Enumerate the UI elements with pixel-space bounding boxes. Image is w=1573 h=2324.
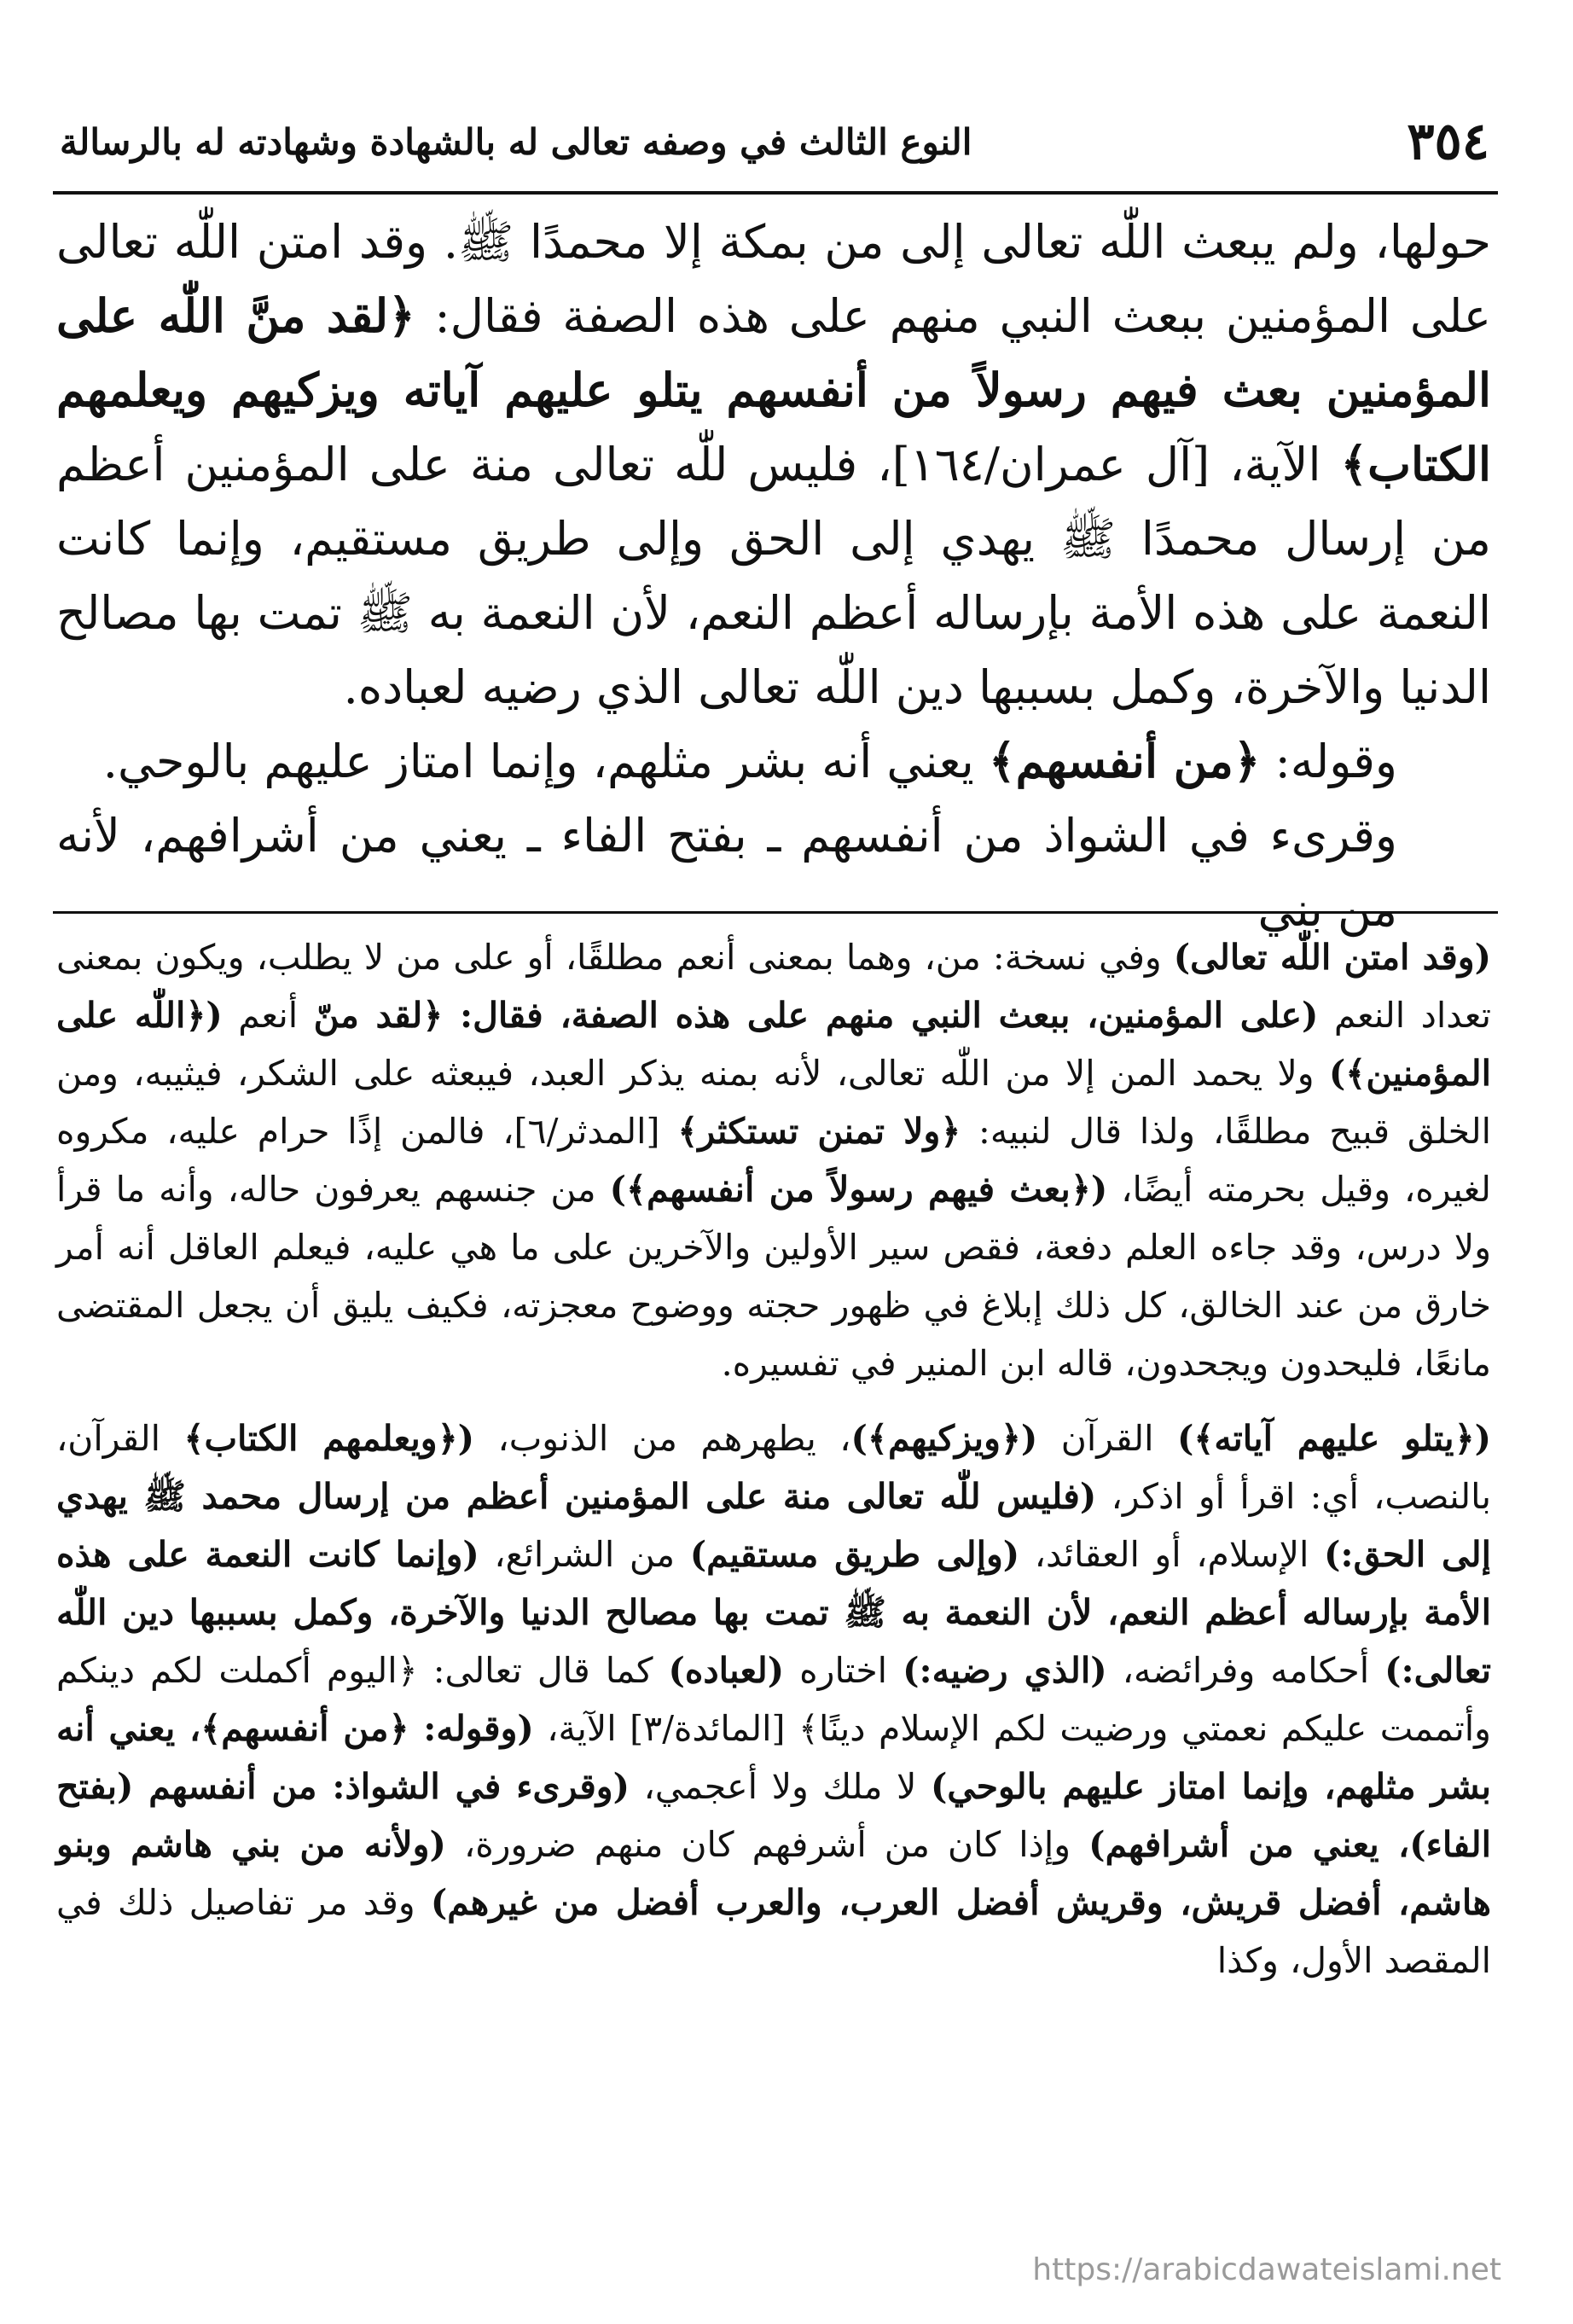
commentary-p1-d: أنعم [222, 995, 314, 1036]
commentary-p2-d: ، يطهرهم من الذنوب، [474, 1418, 851, 1459]
commentary-p1-g: ﴿ولا تمنن تستكثر﴾ [677, 1111, 961, 1152]
commentary-p1-c: (على المؤمنين، ببعث النبي منهم على هذه الصفة، فقال: ﴿لقد منّ [313, 995, 1319, 1036]
page-number: ٣٥٤ [1407, 112, 1489, 171]
main-p2-text-c: يعني أنه بشر مثلهم، وإنما امتاز عليهم بالوحي. [102, 735, 989, 788]
commentary-p2-j: من الشرائع، [479, 1534, 690, 1575]
commentary-p2-a: (﴿يتلو عليهم آياته﴾) [1176, 1418, 1491, 1459]
commentary-p2-m: (الذي رضيه:) [903, 1650, 1107, 1691]
main-p2-quran-phrase: ﴿من أنفسهم﴾ [988, 734, 1261, 788]
commentary-p2-x: وقد مر تفاصيل ذلك في المقصد الأول، وكذا [56, 1882, 1491, 1981]
commentary-p2-v: وإذا كان من أشرفهم كان منهم ضرورة، [445, 1824, 1089, 1865]
commentary-p2-n: اختاره [784, 1650, 903, 1691]
commentary-p1-f: ولا يحمد المن إلا من اللّٰه تعالى، لأنه بمنه يذكر العبد، فيبعثه على الشكر، فيثيبه، ومن الخلق قبيح مطلقًا، ولذا قال لنبيه: [56, 1053, 1492, 1152]
commentary-p2-k: (وإنما كانت النعمة على هذه الأمة بإرساله أعظم النعم، لأن النعمة به ﷺ تمت بها مصالح الدنيا والآخرة، وكمل بسببها دين اللّٰه تعالى:) [56, 1534, 1492, 1691]
commentary-p2-c: (﴿ويزكيهم﴾) [850, 1418, 1038, 1459]
commentary-p2-w: (ولأنه من بني هاشم وبنو هاشم، أفضل قريش، وقريش أفضل العرب، والعرب أفضل من غيرهم) [56, 1824, 1491, 1923]
commentary-p2-p: كما قال تعالى: [417, 1650, 669, 1691]
main-p2-text-a: وقوله: [1260, 735, 1397, 788]
commentary-p2-r: [المائدة/٣] الآية، [533, 1708, 798, 1749]
running-title: النوع الثالث في وصفه تعالى له بالشهادة وشهادته له بالرسالة [60, 121, 972, 163]
commentary-p1-a: (وقد امتن اللّٰه تعالى) [1173, 937, 1491, 978]
main-paragraph-2 [56, 724, 1491, 799]
main-p1-text-c: الآية، [آل عمران/١٦٤]، فليس للّٰه تعالى منة على المؤمنين أعظم من إرسال محمدًا ﷺ يهدي إلى الحق وإلى طريق مستقيم، وإنما كانت النعمة على هذه الأمة بإرساله أعظم النعم، لأن النعمة به ﷺ تمت بها مصالح الدنيا والآخرة، وكمل بسببها دين اللّٰه تعالى الذي رضيه لعباده. [56, 438, 1491, 714]
commentary-p1-j: من جنسهم يعرفون حاله، وأنه ما قرأ ولا درس، وقد جاءه العلم دفعة، فقص سير الأولين والآخرين على ما هي عليه، فيعلم العاقل أنه أمر خارق من عند الخالق، كل ذلك إبلاغ في ظهور حجته ووضوح معجزته، فكيف يليق أن يجعل المقتضى مانعًا، فليحدون ويجحدون، قاله ابن المنير في تفسيره. [56, 1169, 1491, 1384]
commentary-p1-b: وفي نسخة: من، وهما بمعنى أنعم مطلقًا، أو على من لا يطلب، ويكون بمعنى تعداد النعم [56, 937, 1492, 1036]
main-paragraph-3: وقرىء في الشواذ من أنفسهم ـ بفتح الفاء ـ يعني من أشرافهم، لأنه من بني [56, 809, 1397, 937]
commentary-p1-i: (﴿بعث فيهم رسولاً من أنفسهم﴾) [609, 1169, 1108, 1210]
main-p1-quran-verse: ﴿لقد منَّ اللّٰه على المؤمنين بعث فيهم رسولاً من أنفسهم يتلو عليهم آياته ويزكيهم ويعلمهم الكتاب﴾ [56, 288, 1491, 491]
commentary-p2-i: (وإلى طريق مستقيم) [689, 1534, 1020, 1575]
commentary-p2-s: (وقوله: ﴿من أنفسهم﴾، يعني أنه بشر مثلهم، وإنما امتاز عليهم بالوحي) [56, 1708, 1492, 1807]
main-paragraph-1 [56, 205, 1491, 724]
commentary-text [56, 928, 1491, 2225]
commentary-p2-t: لا ملك ولا أعجمي، [630, 1766, 932, 1807]
watermark-url: https://arabicdawateislami.net [1032, 2252, 1501, 2287]
commentary-p2-b: القرآن [1037, 1418, 1177, 1459]
commentary-p2-f: القرآن، بالنصب، أي: اقرأ أو اذكر، [56, 1418, 1491, 1517]
main-p1-text-a: حولها، ولم يبعث اللّٰه تعالى إلى من بمكة إلا محمدًا ﷺ. وقد امتن اللّٰه تعالى على المؤمنين ببعث النبي منهم على هذه الصفة فقال: [56, 215, 1491, 343]
page-header [60, 101, 1489, 186]
commentary-p2-u: (وقرىء في الشواذ: من أنفسهم (بفتح الفاء)، يعني من أشرافهم) [56, 1766, 1491, 1865]
commentary-p2-l: أحكامه وفرائضه، [1106, 1650, 1385, 1691]
commentary-p2-h: الإسلام، أو العقائد، [1019, 1534, 1325, 1575]
commentary-divider [53, 911, 1498, 914]
commentary-paragraph-2 [56, 1409, 1491, 1990]
commentary-p1-h: [المدثر/٦]، فالمن إذًا حرام عليه، مكروه لغيره، وقيل بحرمته أيضًا، [56, 1111, 1491, 1210]
commentary-paragraph-1 [56, 928, 1491, 1392]
main-text [56, 205, 1491, 937]
commentary-p2-q: ﴿اليوم أكملت لكم دينكم وأتممت عليكم نعمتي ورضيت لكم الإسلام دينًا﴾ [56, 1650, 1491, 1749]
commentary-p2-e: (﴿ويعلمهم الكتاب﴾ [183, 1418, 475, 1459]
commentary-p2-o: (لعباده) [668, 1650, 785, 1691]
header-divider [53, 191, 1498, 195]
commentary-p2-g: (فليس للّٰه تعالى منة على المؤمنين أعظم من إرسال محمد ﷺ يهدي إلى الحق:) [56, 1476, 1491, 1575]
commentary-p1-e: (﴿اللّٰه على المؤمنين﴾) [56, 995, 1491, 1094]
